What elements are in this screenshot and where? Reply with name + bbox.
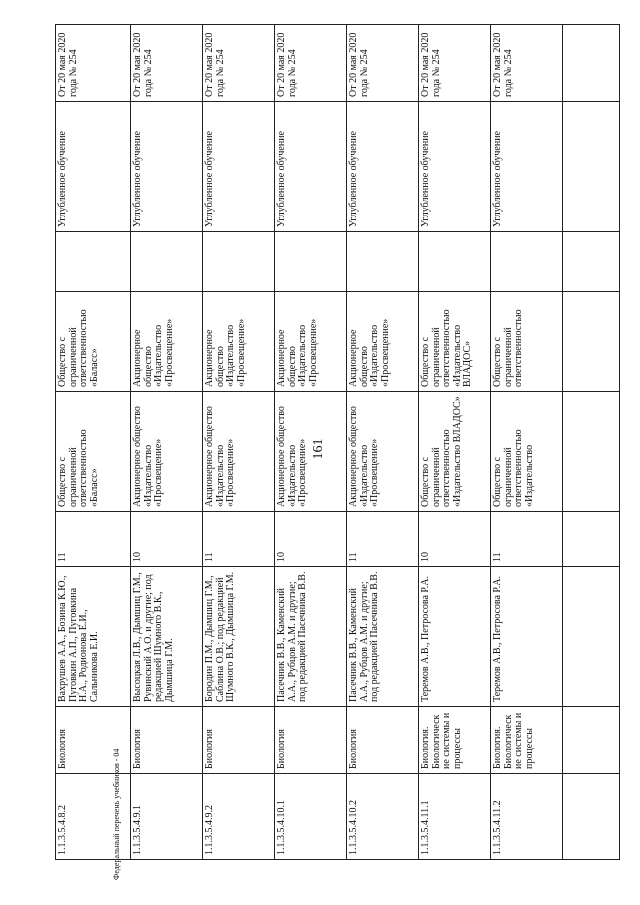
cell-code: 1.1.3.5.4.11.2 (491, 774, 563, 860)
cell-publisher: Акционерное общество «Издательство «Просвещение» (347, 392, 419, 512)
cell-code: 1.1.3.5.4.9.1 (131, 774, 203, 860)
cell-publisher2: Общество с ограниченной ответственностью «Издательство ВЛАДОС» (419, 292, 491, 392)
table-row (347, 25, 419, 860)
cell-grade: 11 (203, 512, 275, 567)
cell-level: Углубленное обучение (491, 102, 563, 232)
cell-subject: Биология. Биологические системы и процессы (419, 707, 491, 774)
cell-date: От 20 мая 2020 года № 254 (131, 25, 203, 102)
cell-date: От 20 мая 2020 года № 254 (275, 25, 347, 102)
cell-level: Углубленное обучение (419, 102, 491, 232)
cell-empty (203, 232, 275, 292)
cell-level: Углубленное обучение (131, 102, 203, 232)
footer-note: Федеральный перечень учебников - 04 (112, 748, 121, 880)
cell-authors: Вахрушев А.А., Бозина К.Ю., Пуговкин А.П., Пуговкина Н.А., Родионова Е.И., Сальникова Е.И. (56, 567, 131, 707)
cell-level: Углубленное обучение (203, 102, 275, 232)
cell-date: От 20 мая 2020 года № 254 (56, 25, 131, 102)
cell-grade: 11 (491, 512, 563, 567)
cell-empty (563, 567, 620, 707)
cell-empty (563, 512, 620, 567)
cell-publisher: Акционерное общество «Издательство «Просвещение» (203, 392, 275, 512)
table-row (131, 25, 203, 860)
cell-publisher: Общество с ограниченной ответственностью «Издательство ВЛАДОС» (419, 392, 491, 512)
cell-grade: 10 (275, 512, 347, 567)
cell-publisher: Акционерное общество «Издательство «Просвещение» (131, 392, 203, 512)
cell-publisher2: Акционерное общество «Издательство «Просвещение» (131, 292, 203, 392)
cell-level: Углубленное обучение (56, 102, 131, 232)
cell-empty (563, 774, 620, 860)
cell-subject: Биология (131, 707, 203, 774)
cell-subject: Биология (347, 707, 419, 774)
cell-code: 1.1.3.5.4.10.1 (275, 774, 347, 860)
cell-empty (563, 232, 620, 292)
cell-publisher: Акционерное общество «Издательство «Просвещение» (275, 392, 347, 512)
cell-subject: Биология (203, 707, 275, 774)
cell-empty (491, 232, 563, 292)
cell-subject: Биология (56, 707, 131, 774)
table-row (491, 25, 563, 860)
cell-subject: Биология. Биологические системы и процессы (491, 707, 563, 774)
cell-date: От 20 мая 2020 года № 254 (419, 25, 491, 102)
cell-empty (563, 392, 620, 512)
cell-authors: Пасечник В.В., Каменский А.А., Рубцов А.М. и другие; под редакцией Пасечника В.В. (347, 567, 419, 707)
cell-level: Углубленное обучение (275, 102, 347, 232)
cell-code: 1.1.3.5.4.10.2 (347, 774, 419, 860)
cell-publisher2: Общество с ограниченной ответственностью (491, 292, 563, 392)
cell-subject: Биология (275, 707, 347, 774)
table-row (56, 25, 131, 860)
table-row (419, 25, 491, 860)
cell-grade: 10 (419, 512, 491, 567)
cell-publisher2: Акционерное общество «Издательство «Просвещение» (347, 292, 419, 392)
cell-empty (563, 102, 620, 232)
table-row (275, 25, 347, 860)
cell-publisher: Общество с ограниченной ответственностью «Баласс» (56, 392, 131, 512)
cell-empty (131, 232, 203, 292)
cell-authors: Бородин П.М., Дымшиц Г.М., Саблина О.В.; под редакцией Шумного В.К., Дымшица Г.М. (203, 567, 275, 707)
cell-authors: Теремов А.В., Петросова Р.А. (491, 567, 563, 707)
table-row (203, 25, 275, 860)
cell-empty (275, 232, 347, 292)
cell-code: 1.1.3.5.4.8.2 (56, 774, 131, 860)
cell-authors: Высоцкая Л.В., Дымшиц Г.М., Рувинский А.О. и другие; под редакцией Шумного В.К., Дымшица Г.М. (131, 567, 203, 707)
cell-date: От 20 мая 2020 года № 254 (347, 25, 419, 102)
cell-empty (563, 707, 620, 774)
cell-empty (563, 25, 620, 102)
cell-code: 1.1.3.5.4.9.2 (203, 774, 275, 860)
cell-empty (563, 292, 620, 392)
page-number: 161 (311, 438, 326, 460)
cell-authors: Теремов А.В., Петросова Р.А. (419, 567, 491, 707)
blank-row (563, 25, 620, 860)
cell-publisher2: Акционерное общество «Издательство «Просвещение» (275, 292, 347, 392)
textbook-catalog-table (55, 24, 620, 860)
cell-code: 1.1.3.5.4.11.1 (419, 774, 491, 860)
cell-grade: 10 (131, 512, 203, 567)
table-body (56, 25, 620, 860)
cell-level: Углубленное обучение (347, 102, 419, 232)
cell-empty (56, 232, 131, 292)
cell-publisher2: Общество с ограниченной ответственностью «Баласс» (56, 292, 131, 392)
cell-empty (419, 232, 491, 292)
rotated-table-container (55, 25, 581, 860)
cell-grade: 11 (347, 512, 419, 567)
cell-grade: 11 (56, 512, 131, 567)
cell-date: От 20 мая 2020 года № 254 (491, 25, 563, 102)
cell-authors: Пасечник В.В., Каменский А.А., Рубцов А.М. и другие; под редакцией Пасечника В.В. (275, 567, 347, 707)
cell-date: От 20 мая 2020 года № 254 (203, 25, 275, 102)
cell-empty (347, 232, 419, 292)
cell-publisher: Общество с ограниченной ответственностью «Издательство (491, 392, 563, 512)
cell-publisher2: Акционерное общество «Издательство «Просвещение» (203, 292, 275, 392)
